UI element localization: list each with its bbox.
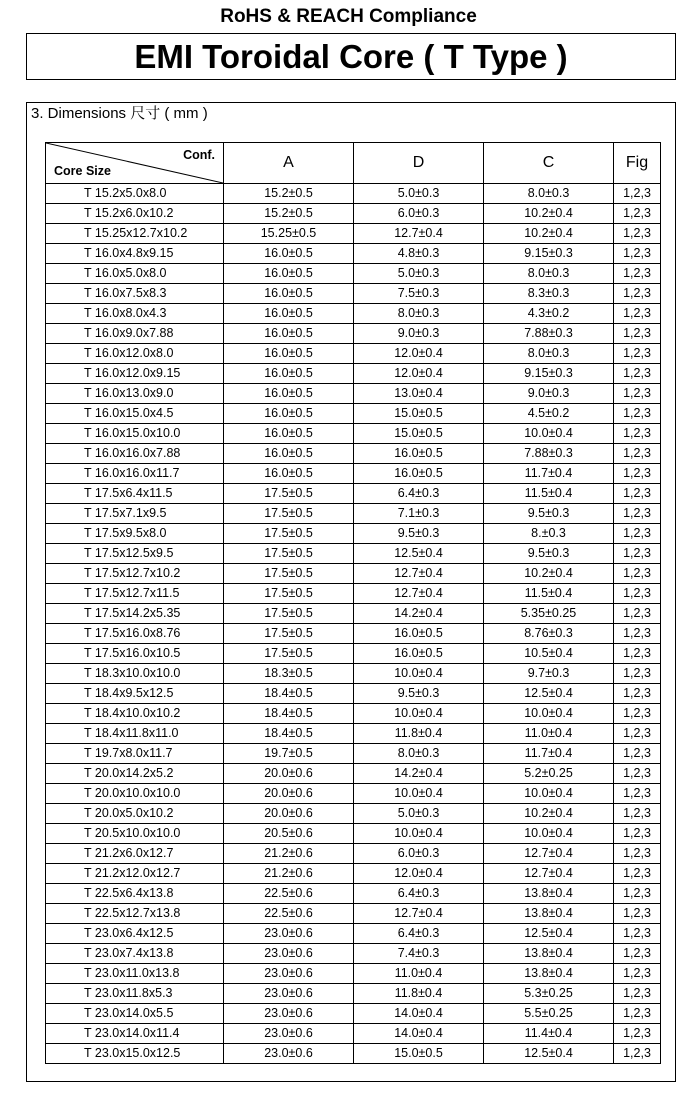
dim-c-cell: 11.0±0.4 xyxy=(484,724,614,744)
core-size-cell: T 22.5x12.7x13.8 xyxy=(46,904,224,924)
dim-c-cell: 10.2±0.4 xyxy=(484,564,614,584)
dim-c-cell: 13.8±0.4 xyxy=(484,904,614,924)
dim-a-cell: 21.2±0.6 xyxy=(224,844,354,864)
core-size-cell: T 17.5x7.1x9.5 xyxy=(46,504,224,524)
dim-d-cell: 12.7±0.4 xyxy=(354,904,484,924)
fig-cell: 1,2,3 xyxy=(614,744,661,764)
dim-d-cell: 14.2±0.4 xyxy=(354,764,484,784)
table-row xyxy=(46,424,661,444)
dim-c-cell: 8.3±0.3 xyxy=(484,284,614,304)
core-size-cell: T 16.0x16.0x11.7 xyxy=(46,464,224,484)
column-header-c: C xyxy=(484,143,614,184)
dim-c-cell: 10.2±0.4 xyxy=(484,804,614,824)
dimensions-section xyxy=(26,102,676,1082)
dim-c-cell: 5.3±0.25 xyxy=(484,984,614,1004)
dim-d-cell: 8.0±0.3 xyxy=(354,744,484,764)
table-row xyxy=(46,984,661,1004)
dim-a-cell: 17.5±0.5 xyxy=(224,504,354,524)
dim-a-cell: 22.5±0.6 xyxy=(224,904,354,924)
dim-c-cell: 8.±0.3 xyxy=(484,524,614,544)
dim-d-cell: 16.0±0.5 xyxy=(354,464,484,484)
dim-d-cell: 11.8±0.4 xyxy=(354,724,484,744)
dim-c-cell: 11.7±0.4 xyxy=(484,744,614,764)
dim-d-cell: 5.0±0.3 xyxy=(354,264,484,284)
dim-c-cell: 12.7±0.4 xyxy=(484,864,614,884)
dim-a-cell: 19.7±0.5 xyxy=(224,744,354,764)
core-size-cell: T 23.0x14.0x5.5 xyxy=(46,1004,224,1024)
dim-a-cell: 18.4±0.5 xyxy=(224,724,354,744)
table-row xyxy=(46,764,661,784)
dim-c-cell: 13.8±0.4 xyxy=(484,964,614,984)
dim-d-cell: 7.4±0.3 xyxy=(354,944,484,964)
dim-c-cell: 9.5±0.3 xyxy=(484,504,614,524)
fig-cell: 1,2,3 xyxy=(614,1024,661,1044)
dim-a-cell: 16.0±0.5 xyxy=(224,344,354,364)
table-row xyxy=(46,324,661,344)
dim-d-cell: 14.2±0.4 xyxy=(354,604,484,624)
dim-c-cell: 13.8±0.4 xyxy=(484,944,614,964)
table-row xyxy=(46,664,661,684)
table-row xyxy=(46,844,661,864)
core-size-label: Core Size xyxy=(54,164,111,178)
dim-d-cell: 4.8±0.3 xyxy=(354,244,484,264)
table-row xyxy=(46,624,661,644)
table-row xyxy=(46,644,661,664)
dim-a-cell: 15.2±0.5 xyxy=(224,184,354,204)
core-size-cell: T 16.0x4.8x9.15 xyxy=(46,244,224,264)
table-row xyxy=(46,684,661,704)
core-size-cell: T 23.0x11.0x13.8 xyxy=(46,964,224,984)
fig-cell: 1,2,3 xyxy=(614,704,661,724)
dim-a-cell: 16.0±0.5 xyxy=(224,364,354,384)
dim-d-cell: 9.5±0.3 xyxy=(354,684,484,704)
dim-a-cell: 16.0±0.5 xyxy=(224,284,354,304)
fig-cell: 1,2,3 xyxy=(614,784,661,804)
table-row xyxy=(46,524,661,544)
dim-c-cell: 10.2±0.4 xyxy=(484,224,614,244)
dim-d-cell: 16.0±0.5 xyxy=(354,444,484,464)
dim-a-cell: 16.0±0.5 xyxy=(224,424,354,444)
fig-cell: 1,2,3 xyxy=(614,244,661,264)
core-size-cell: T 17.5x9.5x8.0 xyxy=(46,524,224,544)
fig-cell: 1,2,3 xyxy=(614,544,661,564)
dim-d-cell: 6.0±0.3 xyxy=(354,204,484,224)
table-row xyxy=(46,724,661,744)
dim-d-cell: 12.7±0.4 xyxy=(354,584,484,604)
fig-cell: 1,2,3 xyxy=(614,204,661,224)
dim-a-cell: 16.0±0.5 xyxy=(224,264,354,284)
table-row xyxy=(46,804,661,824)
core-size-cell: T 17.5x12.7x11.5 xyxy=(46,584,224,604)
core-size-cell: T 16.0x7.5x8.3 xyxy=(46,284,224,304)
fig-cell: 1,2,3 xyxy=(614,564,661,584)
core-size-cell: T 23.0x11.8x5.3 xyxy=(46,984,224,1004)
core-size-cell: T 22.5x6.4x13.8 xyxy=(46,884,224,904)
table-row xyxy=(46,464,661,484)
dim-a-cell: 23.0±0.6 xyxy=(224,1024,354,1044)
table-row xyxy=(46,384,661,404)
dim-a-cell: 20.0±0.6 xyxy=(224,804,354,824)
dim-a-cell: 15.25±0.5 xyxy=(224,224,354,244)
dim-c-cell: 12.5±0.4 xyxy=(484,924,614,944)
dim-d-cell: 15.0±0.5 xyxy=(354,424,484,444)
dim-d-cell: 6.4±0.3 xyxy=(354,924,484,944)
dim-a-cell: 16.0±0.5 xyxy=(224,384,354,404)
table-header-row xyxy=(46,143,661,184)
fig-cell: 1,2,3 xyxy=(614,644,661,664)
dim-c-cell: 5.35±0.25 xyxy=(484,604,614,624)
dim-c-cell: 10.2±0.4 xyxy=(484,204,614,224)
dim-d-cell: 6.4±0.3 xyxy=(354,484,484,504)
dim-c-cell: 10.0±0.4 xyxy=(484,704,614,724)
dim-d-cell: 5.0±0.3 xyxy=(354,184,484,204)
dim-a-cell: 16.0±0.5 xyxy=(224,244,354,264)
dim-c-cell: 8.0±0.3 xyxy=(484,264,614,284)
fig-cell: 1,2,3 xyxy=(614,844,661,864)
corner-header-cell xyxy=(46,143,224,184)
fig-cell: 1,2,3 xyxy=(614,604,661,624)
table-row xyxy=(46,304,661,324)
dim-a-cell: 16.0±0.5 xyxy=(224,464,354,484)
dim-c-cell: 12.5±0.4 xyxy=(484,684,614,704)
core-size-cell: T 15.25x12.7x10.2 xyxy=(46,224,224,244)
core-size-cell: T 16.0x9.0x7.88 xyxy=(46,324,224,344)
fig-cell: 1,2,3 xyxy=(614,964,661,984)
dim-d-cell: 5.0±0.3 xyxy=(354,804,484,824)
dim-d-cell: 12.7±0.4 xyxy=(354,224,484,244)
dim-a-cell: 20.0±0.6 xyxy=(224,764,354,784)
dim-c-cell: 10.0±0.4 xyxy=(484,424,614,444)
dim-d-cell: 14.0±0.4 xyxy=(354,1024,484,1044)
core-size-cell: T 19.7x8.0x11.7 xyxy=(46,744,224,764)
core-size-cell: T 16.0x13.0x9.0 xyxy=(46,384,224,404)
dim-a-cell: 15.2±0.5 xyxy=(224,204,354,224)
dim-d-cell: 12.0±0.4 xyxy=(354,344,484,364)
fig-cell: 1,2,3 xyxy=(614,444,661,464)
core-size-cell: T 17.5x6.4x11.5 xyxy=(46,484,224,504)
dim-d-cell: 11.8±0.4 xyxy=(354,984,484,1004)
core-size-cell: T 21.2x6.0x12.7 xyxy=(46,844,224,864)
dim-a-cell: 17.5±0.5 xyxy=(224,544,354,564)
dim-a-cell: 16.0±0.5 xyxy=(224,404,354,424)
table-row xyxy=(46,1044,661,1064)
dim-c-cell: 7.88±0.3 xyxy=(484,444,614,464)
dim-a-cell: 23.0±0.6 xyxy=(224,924,354,944)
table-row xyxy=(46,444,661,464)
dim-c-cell: 5.2±0.25 xyxy=(484,764,614,784)
dim-c-cell: 9.15±0.3 xyxy=(484,244,614,264)
dim-a-cell: 23.0±0.6 xyxy=(224,964,354,984)
core-size-cell: T 16.0x16.0x7.88 xyxy=(46,444,224,464)
fig-cell: 1,2,3 xyxy=(614,684,661,704)
dim-d-cell: 9.5±0.3 xyxy=(354,524,484,544)
dim-d-cell: 16.0±0.5 xyxy=(354,624,484,644)
table-row xyxy=(46,784,661,804)
table-row xyxy=(46,284,661,304)
core-size-cell: T 15.2x5.0x8.0 xyxy=(46,184,224,204)
fig-cell: 1,2,3 xyxy=(614,724,661,744)
dim-c-cell: 9.5±0.3 xyxy=(484,544,614,564)
dim-d-cell: 12.0±0.4 xyxy=(354,864,484,884)
dim-a-cell: 23.0±0.6 xyxy=(224,1004,354,1024)
core-size-cell: T 17.5x14.2x5.35 xyxy=(46,604,224,624)
column-header-a: A xyxy=(224,143,354,184)
core-size-cell: T 17.5x16.0x10.5 xyxy=(46,644,224,664)
core-size-cell: T 16.0x12.0x8.0 xyxy=(46,344,224,364)
table-row xyxy=(46,404,661,424)
core-size-cell: T 23.0x15.0x12.5 xyxy=(46,1044,224,1064)
dim-d-cell: 12.7±0.4 xyxy=(354,564,484,584)
dim-a-cell: 17.5±0.5 xyxy=(224,624,354,644)
dim-d-cell: 6.4±0.3 xyxy=(354,884,484,904)
table-row xyxy=(46,604,661,624)
core-size-cell: T 17.5x12.7x10.2 xyxy=(46,564,224,584)
dim-a-cell: 18.4±0.5 xyxy=(224,684,354,704)
dim-a-cell: 18.4±0.5 xyxy=(224,704,354,724)
table-row xyxy=(46,184,661,204)
dim-d-cell: 15.0±0.5 xyxy=(354,404,484,424)
dim-d-cell: 8.0±0.3 xyxy=(354,304,484,324)
core-size-cell: T 23.0x7.4x13.8 xyxy=(46,944,224,964)
dim-c-cell: 11.7±0.4 xyxy=(484,464,614,484)
fig-cell: 1,2,3 xyxy=(614,304,661,324)
section-title: 3. Dimensions 尺寸 ( mm ) xyxy=(31,105,208,122)
dim-d-cell: 7.1±0.3 xyxy=(354,504,484,524)
table-row xyxy=(46,824,661,844)
dim-a-cell: 17.5±0.5 xyxy=(224,644,354,664)
core-size-cell: T 20.0x10.0x10.0 xyxy=(46,784,224,804)
dim-a-cell: 23.0±0.6 xyxy=(224,1044,354,1064)
fig-cell: 1,2,3 xyxy=(614,524,661,544)
dim-a-cell: 17.5±0.5 xyxy=(224,564,354,584)
dim-a-cell: 22.5±0.6 xyxy=(224,884,354,904)
dim-c-cell: 9.15±0.3 xyxy=(484,364,614,384)
fig-cell: 1,2,3 xyxy=(614,864,661,884)
dim-d-cell: 12.0±0.4 xyxy=(354,364,484,384)
dim-c-cell: 8.0±0.3 xyxy=(484,344,614,364)
dim-a-cell: 17.5±0.5 xyxy=(224,584,354,604)
table-row xyxy=(46,924,661,944)
dim-c-cell: 12.5±0.4 xyxy=(484,1044,614,1064)
table-row xyxy=(46,344,661,364)
dim-a-cell: 16.0±0.5 xyxy=(224,324,354,344)
table-row xyxy=(46,224,661,244)
fig-cell: 1,2,3 xyxy=(614,264,661,284)
dim-a-cell: 16.0±0.5 xyxy=(224,444,354,464)
column-header-d: D xyxy=(354,143,484,184)
fig-cell: 1,2,3 xyxy=(614,484,661,504)
fig-cell: 1,2,3 xyxy=(614,284,661,304)
table-row xyxy=(46,564,661,584)
fig-cell: 1,2,3 xyxy=(614,324,661,344)
table-row xyxy=(46,364,661,384)
table-row xyxy=(46,584,661,604)
table-row xyxy=(46,864,661,884)
dim-c-cell: 10.5±0.4 xyxy=(484,644,614,664)
table-row xyxy=(46,484,661,504)
table-row xyxy=(46,904,661,924)
table-row xyxy=(46,544,661,564)
dim-c-cell: 4.5±0.2 xyxy=(484,404,614,424)
core-size-cell: T 18.4x10.0x10.2 xyxy=(46,704,224,724)
core-size-cell: T 20.0x14.2x5.2 xyxy=(46,764,224,784)
dim-c-cell: 4.3±0.2 xyxy=(484,304,614,324)
table-row xyxy=(46,264,661,284)
table-row xyxy=(46,744,661,764)
dim-c-cell: 11.5±0.4 xyxy=(484,484,614,504)
dim-c-cell: 8.0±0.3 xyxy=(484,184,614,204)
compliance-heading: RoHS & REACH Compliance xyxy=(220,6,477,27)
dim-a-cell: 17.5±0.5 xyxy=(224,524,354,544)
dim-c-cell: 10.0±0.4 xyxy=(484,784,614,804)
core-size-cell: T 16.0x8.0x4.3 xyxy=(46,304,224,324)
core-size-cell: T 21.2x12.0x12.7 xyxy=(46,864,224,884)
dim-c-cell: 11.5±0.4 xyxy=(484,584,614,604)
core-size-cell: T 17.5x16.0x8.76 xyxy=(46,624,224,644)
dim-a-cell: 17.5±0.5 xyxy=(224,484,354,504)
dim-a-cell: 23.0±0.6 xyxy=(224,944,354,964)
dim-d-cell: 10.0±0.4 xyxy=(354,704,484,724)
fig-cell: 1,2,3 xyxy=(614,404,661,424)
column-header-fig: Fig xyxy=(614,143,661,184)
title-box xyxy=(26,33,676,80)
dim-a-cell: 21.2±0.6 xyxy=(224,864,354,884)
dimensions-table xyxy=(45,142,661,1064)
table-row xyxy=(46,1024,661,1044)
conf-label: Conf. xyxy=(183,148,215,162)
dim-d-cell: 10.0±0.4 xyxy=(354,664,484,684)
table-row xyxy=(46,1004,661,1024)
core-size-cell: T 20.5x10.0x10.0 xyxy=(46,824,224,844)
dim-d-cell: 11.0±0.4 xyxy=(354,964,484,984)
core-size-cell: T 18.4x9.5x12.5 xyxy=(46,684,224,704)
table-row xyxy=(46,704,661,724)
table-row xyxy=(46,204,661,224)
fig-cell: 1,2,3 xyxy=(614,624,661,644)
fig-cell: 1,2,3 xyxy=(614,424,661,444)
fig-cell: 1,2,3 xyxy=(614,924,661,944)
dim-d-cell: 15.0±0.5 xyxy=(354,1044,484,1064)
fig-cell: 1,2,3 xyxy=(614,1004,661,1024)
table-row xyxy=(46,964,661,984)
dim-d-cell: 10.0±0.4 xyxy=(354,784,484,804)
table-row xyxy=(46,244,661,264)
fig-cell: 1,2,3 xyxy=(614,904,661,924)
table-row xyxy=(46,884,661,904)
page-title: EMI Toroidal Core ( T Type ) xyxy=(134,38,568,75)
core-size-cell: T 16.0x12.0x9.15 xyxy=(46,364,224,384)
dim-d-cell: 6.0±0.3 xyxy=(354,844,484,864)
fig-cell: 1,2,3 xyxy=(614,884,661,904)
dim-d-cell: 7.5±0.3 xyxy=(354,284,484,304)
fig-cell: 1,2,3 xyxy=(614,944,661,964)
fig-cell: 1,2,3 xyxy=(614,184,661,204)
dim-a-cell: 16.0±0.5 xyxy=(224,304,354,324)
fig-cell: 1,2,3 xyxy=(614,984,661,1004)
fig-cell: 1,2,3 xyxy=(614,504,661,524)
dim-d-cell: 13.0±0.4 xyxy=(354,384,484,404)
core-size-cell: T 18.4x11.8x11.0 xyxy=(46,724,224,744)
dim-c-cell: 7.88±0.3 xyxy=(484,324,614,344)
dim-c-cell: 10.0±0.4 xyxy=(484,824,614,844)
fig-cell: 1,2,3 xyxy=(614,824,661,844)
fig-cell: 1,2,3 xyxy=(614,384,661,404)
dim-d-cell: 14.0±0.4 xyxy=(354,1004,484,1024)
dim-a-cell: 20.0±0.6 xyxy=(224,784,354,804)
fig-cell: 1,2,3 xyxy=(614,1044,661,1064)
dim-d-cell: 16.0±0.5 xyxy=(354,644,484,664)
dim-d-cell: 10.0±0.4 xyxy=(354,824,484,844)
fig-cell: 1,2,3 xyxy=(614,224,661,244)
table-row xyxy=(46,504,661,524)
dim-c-cell: 8.76±0.3 xyxy=(484,624,614,644)
fig-cell: 1,2,3 xyxy=(614,764,661,784)
core-size-cell: T 17.5x12.5x9.5 xyxy=(46,544,224,564)
dim-a-cell: 17.5±0.5 xyxy=(224,604,354,624)
fig-cell: 1,2,3 xyxy=(614,464,661,484)
fig-cell: 1,2,3 xyxy=(614,584,661,604)
core-size-cell: T 18.3x10.0x10.0 xyxy=(46,664,224,684)
dim-a-cell: 20.5±0.6 xyxy=(224,824,354,844)
fig-cell: 1,2,3 xyxy=(614,804,661,824)
fig-cell: 1,2,3 xyxy=(614,664,661,684)
dim-c-cell: 12.7±0.4 xyxy=(484,844,614,864)
table-body xyxy=(46,184,661,1064)
core-size-cell: T 23.0x6.4x12.5 xyxy=(46,924,224,944)
core-size-cell: T 16.0x15.0x10.0 xyxy=(46,424,224,444)
core-size-cell: T 20.0x5.0x10.2 xyxy=(46,804,224,824)
core-size-cell: T 23.0x14.0x11.4 xyxy=(46,1024,224,1044)
core-size-cell: T 16.0x5.0x8.0 xyxy=(46,264,224,284)
dim-c-cell: 9.7±0.3 xyxy=(484,664,614,684)
dim-d-cell: 12.5±0.4 xyxy=(354,544,484,564)
dim-c-cell: 5.5±0.25 xyxy=(484,1004,614,1024)
core-size-cell: T 15.2x6.0x10.2 xyxy=(46,204,224,224)
dim-a-cell: 23.0±0.6 xyxy=(224,984,354,1004)
dim-c-cell: 9.0±0.3 xyxy=(484,384,614,404)
core-size-cell: T 16.0x15.0x4.5 xyxy=(46,404,224,424)
dim-a-cell: 18.3±0.5 xyxy=(224,664,354,684)
dim-c-cell: 11.4±0.4 xyxy=(484,1024,614,1044)
dim-d-cell: 9.0±0.3 xyxy=(354,324,484,344)
fig-cell: 1,2,3 xyxy=(614,364,661,384)
fig-cell: 1,2,3 xyxy=(614,344,661,364)
dim-c-cell: 13.8±0.4 xyxy=(484,884,614,904)
table-row xyxy=(46,944,661,964)
